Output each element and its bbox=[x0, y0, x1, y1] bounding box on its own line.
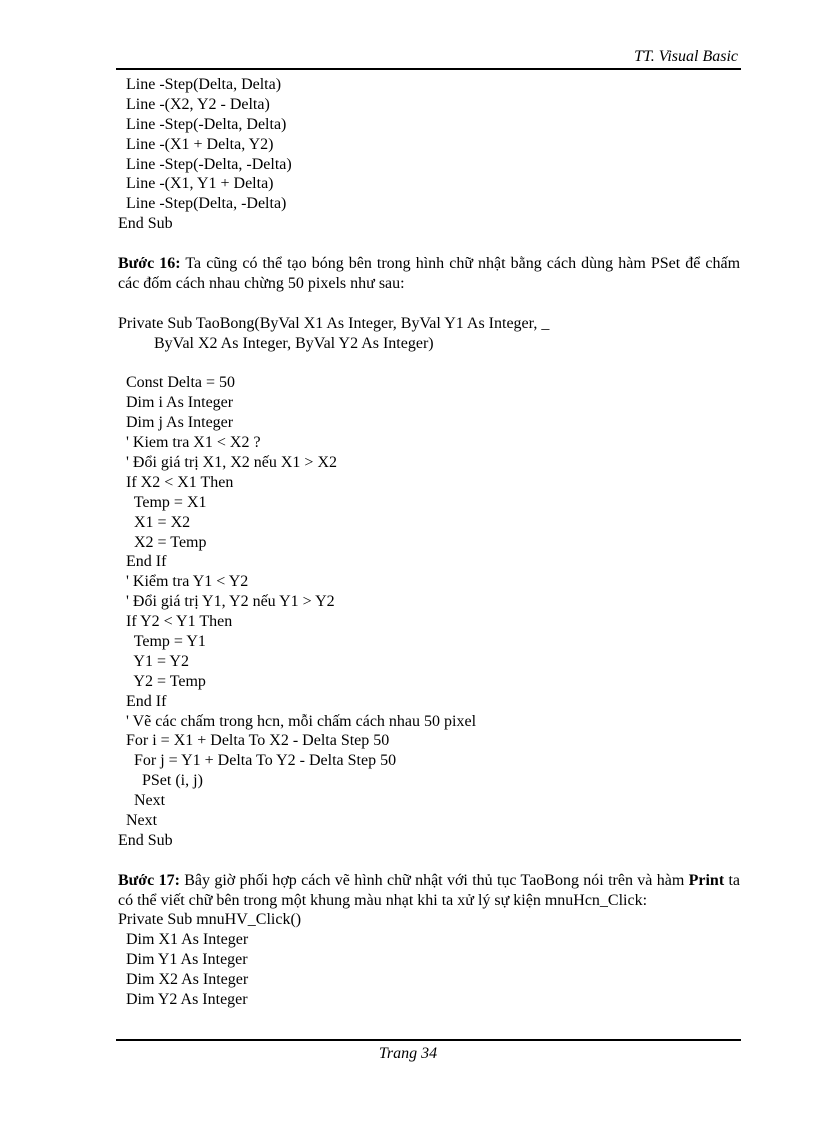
spacer bbox=[118, 234, 740, 254]
code-line: ByVal X2 As Integer, ByVal Y2 As Integer) bbox=[118, 334, 434, 352]
code-line: For j = Y1 + Delta To Y2 - Delta Step 50 bbox=[118, 752, 397, 770]
code-line: Line -Step(Delta, Delta) bbox=[118, 76, 282, 93]
step-17-bold-word: Print bbox=[688, 871, 725, 889]
spacer bbox=[118, 851, 740, 871]
code-line: Dim Y1 As Integer bbox=[118, 951, 248, 969]
code-line: Line -Step(-Delta, -Delta) bbox=[118, 155, 292, 173]
code-line: ' Đổi giá trị X1, X2 nếu X1 > X2 bbox=[118, 453, 337, 471]
code-line: Next bbox=[118, 792, 166, 810]
code-line: Dim Y2 As Integer bbox=[118, 991, 248, 1009]
code-line: Temp = X1 bbox=[118, 493, 207, 511]
step-16-label: Bước 16: bbox=[118, 255, 181, 273]
code-line: ' Đổi giá trị Y1, Y2 nếu Y1 > Y2 bbox=[118, 593, 335, 611]
code-line: If X2 < X1 Then bbox=[118, 473, 234, 491]
code-line: Line -(X2, Y2 - Delta) bbox=[118, 95, 270, 113]
code-line: End If bbox=[118, 553, 167, 571]
code-line: ' Kiem tra X1 < X2 ? bbox=[118, 434, 261, 452]
code-line: Y2 = Temp bbox=[118, 672, 206, 690]
step-17-text-b: ta có thể viết chữ bên trong một khung màu nhạt khi ta xử lý sự kiện mnuHcn_Click: bbox=[118, 871, 741, 909]
step-17-label: Bước 17: bbox=[118, 871, 180, 889]
code-line: Const Delta = 50 bbox=[118, 374, 236, 392]
code-line: For i = X1 + Delta To X2 - Delta Step 50 bbox=[118, 732, 390, 750]
code-line: If Y2 < Y1 Then bbox=[118, 613, 233, 631]
code-line: ' Vẽ các chấm trong hcn, mỗi chấm cách nhau 50 pixel bbox=[118, 712, 477, 730]
step-16-text: Ta cũng có thể tạo bóng bên trong hình chữ nhật bằng cách dùng hàm PSet để chấm các đốm cách nhau chừng 50 pixels như sau: bbox=[118, 255, 741, 292]
code-line: Dim X2 As Integer bbox=[118, 971, 249, 989]
code-line: Next bbox=[118, 811, 158, 829]
code-line: Line -(X1, Y1 + Delta) bbox=[118, 175, 274, 193]
footer-rule bbox=[116, 1039, 741, 1041]
step-17-text-a: Bây giờ phối hợp cách vẽ hình chữ nhật với thủ tục TaoBong nói trên và hàm bbox=[179, 871, 689, 889]
code-line: Line -(X1 + Delta, Y2) bbox=[118, 135, 274, 153]
code-line: PSet (i, j) bbox=[118, 772, 203, 790]
code-line bbox=[118, 354, 740, 374]
page-content bbox=[118, 75, 740, 1010]
code-line: Y1 = Y2 bbox=[118, 652, 189, 670]
code-line: Temp = Y1 bbox=[118, 632, 206, 650]
code-line: X2 = Temp bbox=[118, 533, 207, 551]
code-line: Dim i As Integer bbox=[118, 394, 234, 412]
step-16-paragraph bbox=[118, 254, 740, 294]
code-line: Private Sub mnuHV_Click() bbox=[118, 911, 302, 929]
code-line: End If bbox=[118, 692, 167, 710]
step-17-paragraph bbox=[118, 871, 740, 911]
code-line: Line -Step(-Delta, Delta) bbox=[118, 115, 287, 133]
page-number: Trang 34 bbox=[378, 1045, 438, 1062]
spacer bbox=[118, 294, 740, 314]
code-line: End Sub bbox=[118, 831, 173, 849]
code-line: Line -Step(Delta, -Delta) bbox=[118, 195, 287, 213]
code-line: End Sub bbox=[118, 215, 173, 233]
code-block-taobong bbox=[118, 314, 740, 851]
code-block-bottom bbox=[118, 910, 740, 1009]
document-header-title: TT. Visual Basic bbox=[634, 48, 738, 65]
code-block-top bbox=[118, 75, 740, 234]
code-line: Private Sub TaoBong(ByVal X1 As Integer, ByVal Y1 As Integer, _ bbox=[118, 314, 550, 332]
header-rule bbox=[116, 68, 741, 70]
code-line: Dim X1 As Integer bbox=[118, 931, 249, 949]
code-line: Dim j As Integer bbox=[118, 414, 234, 432]
code-line: X1 = X2 bbox=[118, 513, 191, 531]
code-line: ' Kiểm tra Y1 < Y2 bbox=[118, 573, 249, 591]
